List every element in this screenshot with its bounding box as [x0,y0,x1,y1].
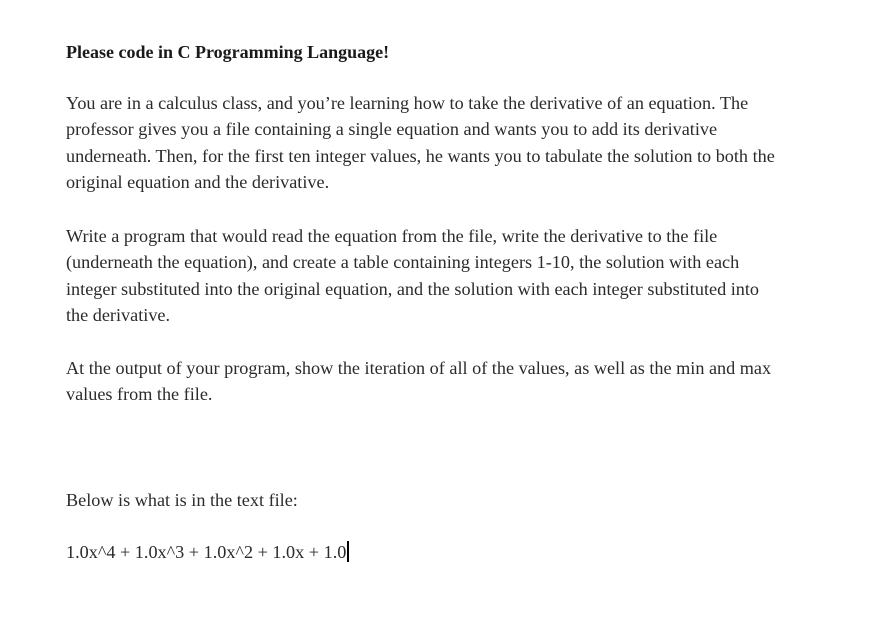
paragraph-program-requirements [66,223,759,328]
file-intro-text [66,487,298,513]
text-line: professor gives you a file containing a single equation and wants you to add its derivative [66,119,718,140]
file-contents-line[interactable] [66,539,349,565]
text-line: underneath. Then, for the first ten integer values, he wants you to tabulate the solution to both the [66,145,775,166]
document-heading: Please code in C Programming Language! [66,42,390,62]
equation-text: 1.0x^4 + 1.0x^3 + 1.0x^2 + 1.0x + 1.0 [66,542,347,562]
text-line: original equation and the derivative. [66,171,330,192]
paragraph-output-requirements [66,355,771,408]
text-line: integer substituted into the original equation, and the solution with each integer substituted into [66,278,760,299]
text-line: You are in a calculus class, and you’re learning how to take the derivative of an equation. The [66,93,749,113]
paragraph-problem-statement [66,90,775,195]
text-line: Write a program that would read the equation from the file, write the derivative to the file [66,226,718,246]
text-line: At the output of your program, show the iteration of all of the values, as well as the min and max [66,358,772,378]
text-line: (underneath the equation), and create a table containing integers 1-10, the solution with each [66,252,740,273]
text-line: the derivative. [66,304,171,325]
text-line: values from the file. [66,384,213,405]
text-cursor [347,541,349,562]
text-line: Below is what is in the text file: [66,490,298,510]
